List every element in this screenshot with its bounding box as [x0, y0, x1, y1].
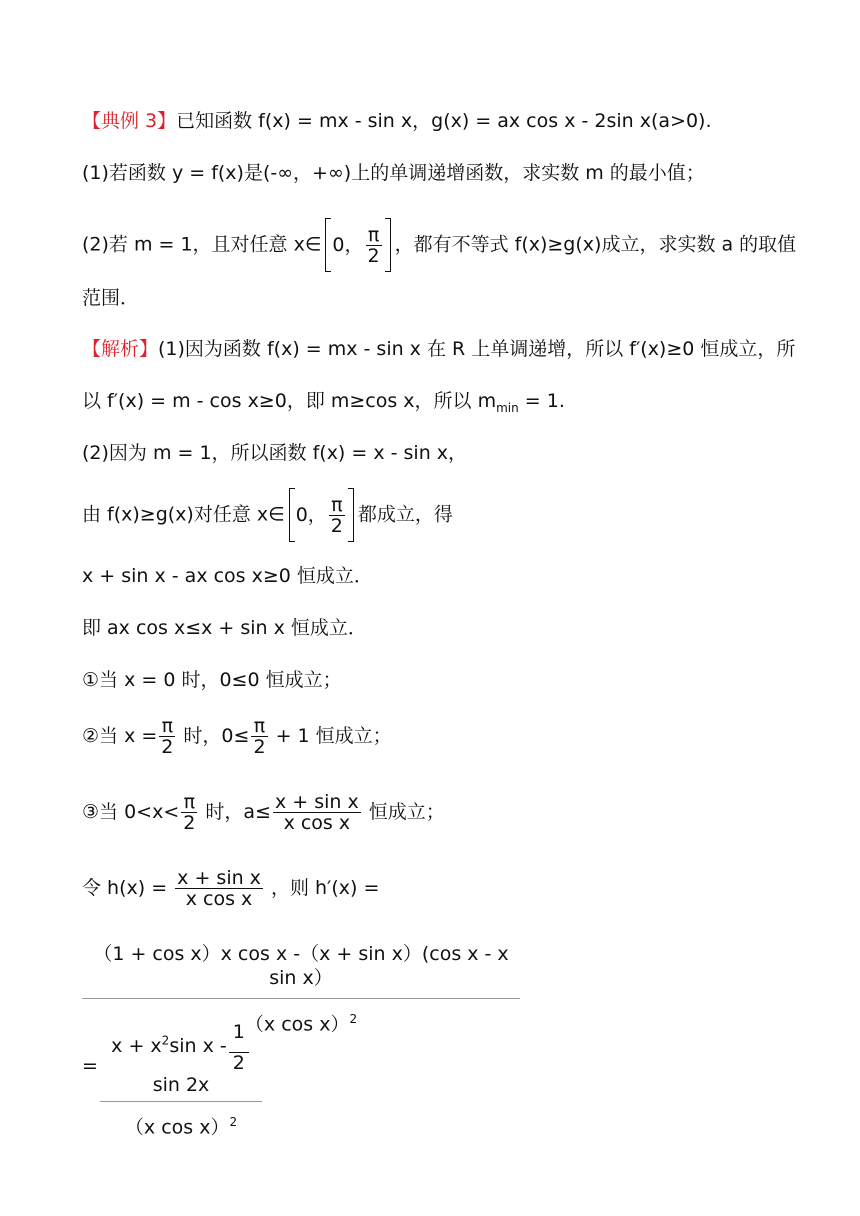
- case-2-frac-b: [251, 716, 267, 757]
- solution-line-1: [82, 337, 795, 361]
- derivative-num: （1 + cos x）x cos x -（x + sin x）(cos x - x sin x）: [82, 942, 520, 999]
- simplified-den: [100, 1102, 262, 1139]
- solution-line-5: x + sin x - ax cos x≥0 恒成立．: [82, 565, 373, 587]
- question-2: [82, 218, 796, 272]
- solution-line-4: [82, 488, 453, 542]
- simplified-num-b: sin x -: [169, 1035, 227, 1057]
- h-definition: [82, 864, 379, 912]
- case-3-post: 恒成立；: [368, 801, 445, 823]
- simplified-num-sup: 2: [161, 1033, 170, 1048]
- case-2-frac-a-num: π: [159, 716, 175, 737]
- case-3-frac-b: [273, 792, 361, 833]
- h-pre: 令 h(x) =: [82, 877, 168, 899]
- example-line: [82, 109, 711, 133]
- case-3-frac-a: [181, 792, 197, 833]
- interval-left-2: 0: [295, 504, 308, 526]
- h-frac: [175, 868, 263, 909]
- interval-frac-2: [329, 495, 345, 536]
- solution-l1: (1)因为函数 f(x) = mx - sin x 在 R 上单调递增，所以 f′(x)≥0 恒成立，所: [158, 338, 796, 360]
- case-2-frac-b-num: π: [251, 716, 267, 737]
- h-num: x + sin x: [177, 867, 261, 889]
- simplified-num-a: x + x: [111, 1035, 162, 1057]
- case-3-pre: ③当 0<x<: [82, 801, 180, 823]
- case-3-frac-a-den: 2: [183, 812, 196, 834]
- equals-sign: =: [82, 1055, 98, 1077]
- case-2-pre: ②当 x =: [82, 725, 158, 747]
- half-den: 2: [232, 1052, 245, 1074]
- solution-l4-pre: 由 f(x)≥g(x)对任意 x∈: [82, 503, 285, 526]
- question-1: (1)若函数 y = f(x)是(-∞，+∞)上的单调递增函数，求实数 m 的最小值；: [82, 162, 705, 184]
- solution-line-2: [82, 389, 565, 420]
- interval-frac: [366, 225, 382, 266]
- question-2-cont: 范围．: [82, 287, 140, 309]
- h-post: ，则 h′(x) =: [270, 877, 380, 899]
- interval-num-2: π: [329, 495, 345, 516]
- derivative-den-sup: 2: [349, 1012, 358, 1026]
- case-3: [82, 788, 445, 836]
- solution-line-6: 即 ax cos x≤x + sin x 恒成立．: [82, 617, 367, 639]
- case-1: ①当 x = 0 时，0≤0 恒成立；: [82, 669, 342, 691]
- simplified-num-c: sin 2x: [152, 1074, 210, 1096]
- h-den: x cos x: [185, 888, 253, 910]
- interval-num: π: [366, 225, 382, 246]
- solution-l2-end: = 1.: [518, 390, 565, 412]
- case-3-frac-b-den: x cos x: [283, 812, 351, 834]
- solution-l4-post: 都成立，得: [357, 503, 453, 526]
- solution-label: 【解析】: [82, 338, 159, 360]
- interval-den: 2: [367, 245, 380, 267]
- solution-l2: 以 f′(x) = m - cos x≥0，即 m≥cos x，所以 m: [82, 390, 497, 412]
- simplified-num: [100, 1020, 262, 1102]
- min-subscript: min: [496, 400, 519, 415]
- interval-left: 0: [332, 234, 345, 256]
- interval-bracket: 0， $\frac{\pi}{2}$: [325, 218, 390, 272]
- case-2-post: + 1 恒成立；: [275, 725, 392, 747]
- case-2-mid: 时，0≤: [183, 725, 250, 747]
- case-3-frac-b-num: x + sin x: [274, 791, 359, 813]
- example-label: 【典例 3】: [82, 110, 177, 132]
- solution-line-3: (2)因为 m = 1，所以函数 f(x) = x - sin x，: [82, 442, 468, 464]
- case-3-frac-a-num: π: [181, 792, 197, 813]
- interval-den-2: 2: [330, 515, 343, 537]
- example-stem: 已知函数 f(x) = mx - sin x，g(x) = ax cos x - 2sin x(a>0).: [176, 110, 712, 132]
- half-frac: [229, 1020, 249, 1073]
- simplified-den-sup: 2: [229, 1115, 238, 1129]
- case-2-frac-a: [159, 716, 175, 757]
- question-2-post: ，都有不等式 f(x)≥g(x)成立，求实数 a 的取值: [394, 233, 797, 256]
- simplified-den-text: （x cos x）: [124, 1116, 230, 1139]
- half-num: 1: [229, 1020, 249, 1053]
- derivative-den-text: （x cos x）: [244, 1013, 350, 1036]
- case-2: [82, 712, 392, 760]
- case-2-frac-b-den: 2: [253, 736, 266, 758]
- simplified-frac: [100, 1020, 262, 1139]
- interval-bracket-2: 0， $\frac{\pi}{2}$: [289, 488, 354, 542]
- question-2-pre: (2)若 m = 1，且对任意 x∈: [82, 233, 322, 256]
- case-3-mid: 时，a≤: [205, 801, 271, 823]
- case-2-frac-a-den: 2: [161, 736, 174, 758]
